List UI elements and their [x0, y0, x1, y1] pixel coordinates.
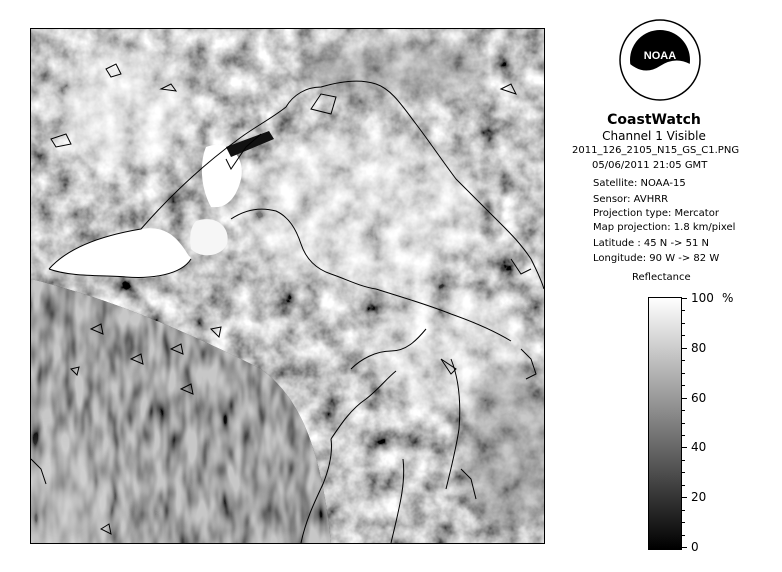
sensor-label: Sensor: AVHRR — [593, 194, 669, 205]
colorbar-tick — [681, 535, 685, 536]
noaa-seal-icon — [619, 18, 701, 106]
satellite-label: Satellite: NOAA-15 — [593, 178, 686, 189]
noaa-logo — [619, 18, 701, 106]
colorbar-tick — [681, 335, 685, 336]
colorbar-tick — [681, 360, 685, 361]
colorbar-tick-label: 0 — [691, 540, 699, 554]
colorbar-tick — [681, 298, 687, 299]
longitude-label: Longitude: 90 W -> 82 W — [593, 253, 720, 264]
map-projection-label: Map projection: 1.8 km/pixel — [593, 222, 736, 233]
colorbar-tick — [681, 485, 685, 486]
satellite-scene — [31, 29, 544, 543]
reflectance-colorbar — [648, 297, 682, 550]
latitude-label: Latitude : 45 N -> 51 N — [593, 238, 709, 249]
colorbar-tick — [681, 385, 685, 386]
date-time: 05/06/2011 21:05 GMT — [592, 160, 708, 171]
legend-unit: % — [722, 291, 734, 305]
colorbar-tick — [681, 373, 685, 374]
colorbar-tick — [681, 447, 687, 448]
colorbar-tick-label: 20 — [691, 490, 707, 504]
colorbar-tick — [681, 472, 685, 473]
satellite-image — [30, 28, 545, 544]
colorbar-tick — [681, 410, 685, 411]
logo-text: NOAA — [643, 50, 677, 62]
legend-title: Reflectance — [632, 272, 691, 283]
colorbar-tick — [681, 310, 685, 311]
colorbar-tick — [681, 423, 685, 424]
colorbar-tick-label: 60 — [691, 391, 707, 405]
projection-type-label: Projection type: Mercator — [593, 208, 719, 219]
colorbar-tick — [681, 460, 685, 461]
colorbar-tick — [681, 522, 685, 523]
colorbar-tick — [681, 323, 685, 324]
colorbar-tick — [681, 497, 687, 498]
colorbar-tick — [681, 398, 687, 399]
colorbar-tick — [681, 547, 687, 548]
channel-label: Channel 1 Visible — [602, 129, 706, 143]
colorbar-tick — [681, 435, 685, 436]
product-title: CoastWatch — [607, 112, 701, 128]
colorbar-tick-label: 80 — [691, 341, 707, 355]
colorbar-tick-label: 100 — [691, 291, 714, 305]
colorbar-tick — [681, 510, 685, 511]
colorbar-tick-label: 40 — [691, 440, 707, 454]
colorbar-tick — [681, 348, 687, 349]
file-name: 2011_126_2105_N15_GS_C1.PNG — [572, 145, 740, 156]
